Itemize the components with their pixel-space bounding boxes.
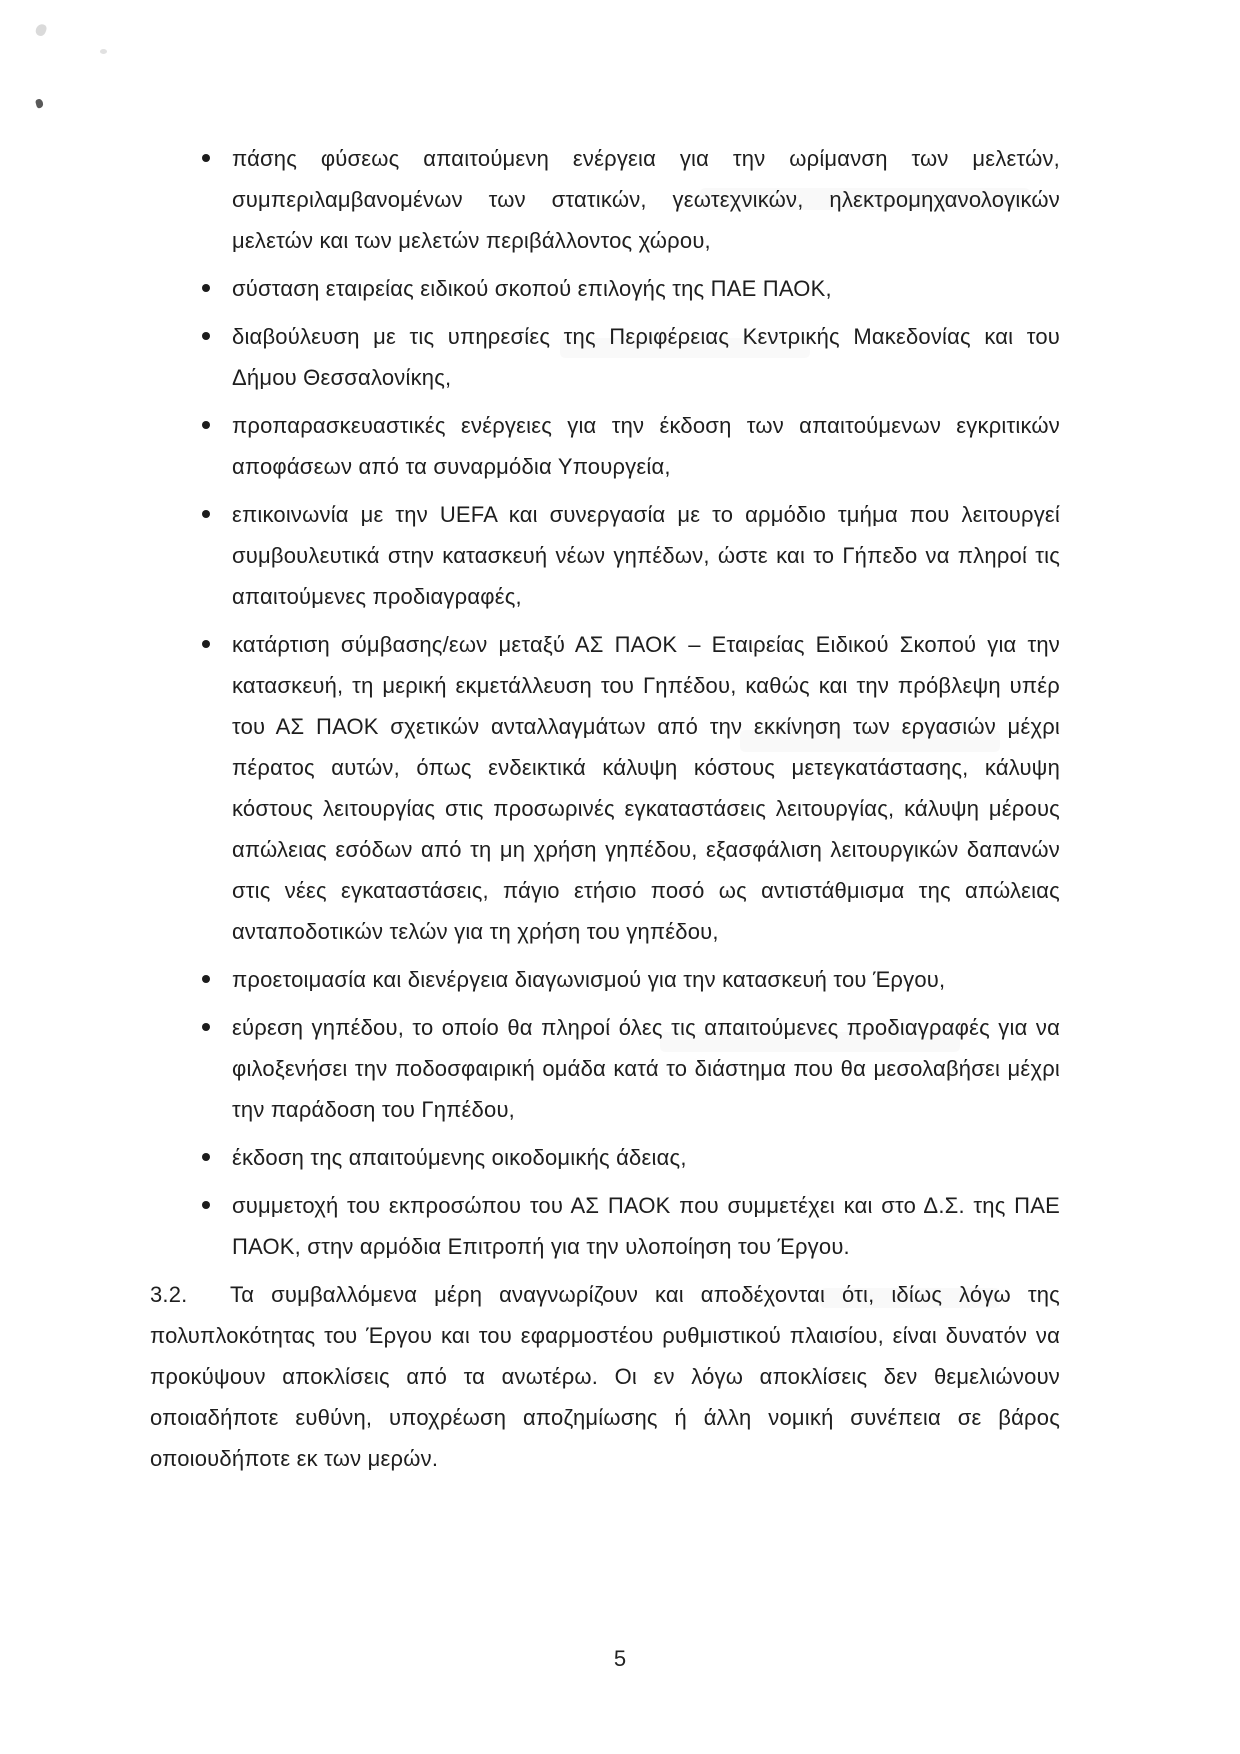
bullet-icon [202, 332, 210, 340]
bullet-text: προετοιμασία και διενέργεια διαγωνισμού για την κατασκευή του Έργου, [232, 967, 946, 992]
bullet-icon [202, 154, 210, 162]
bullet-item [150, 1007, 1060, 1130]
bullet-text: συμμετοχή του εκπροσώπου του ΑΣ ΠΑΟΚ που συμμετέχει και στο Δ.Σ. της ΠΑΕ ΠΑΟΚ, στην αρμόδια Επιτροπή για την υλοποίηση του Έργου. [232, 1193, 1060, 1259]
scan-artifact [34, 23, 48, 38]
bullet-icon [202, 640, 210, 648]
bullet-item [150, 959, 1060, 1000]
bullet-text: προπαρασκευαστικές ενέργειες για την έκδοση των απαιτούμενων εγκριτικών αποφάσεων από τα συναρμόδια Υπουργεία, [232, 413, 1060, 479]
bullet-item [150, 405, 1060, 487]
section-number: 3.2. [150, 1282, 188, 1307]
bullet-icon [202, 975, 210, 983]
bullet-item [150, 624, 1060, 952]
scan-artifact [100, 49, 107, 54]
bullet-text: πάσης φύσεως απαιτούμενη ενέργεια για την ωρίμανση των μελετών, συμπεριλαμβανομένων των στατικών, γεωτεχνικών, ηλεκτρομηχανολογικών μελετών και των μελετών περιβάλλοντος χώρου, [232, 146, 1060, 253]
page-number: 5 [613, 1646, 627, 1671]
bullet-text: σύσταση εταιρείας ειδικού σκοπού επιλογής της ΠΑΕ ΠΑΟΚ, [232, 276, 832, 301]
bullet-icon [202, 284, 210, 292]
bullet-icon [202, 421, 210, 429]
bullet-item [150, 1137, 1060, 1178]
bullet-text: κατάρτιση σύμβασης/εων μεταξύ ΑΣ ΠΑΟΚ – Εταιρείας Ειδικού Σκοπού για την κατασκευή, τη μερική εκμετάλλευση του Γηπέδου, καθώς και την πρόβλεψη υπέρ του ΑΣ ΠΑΟΚ σχετικών ανταλλαγμάτων από την εκκίνηση των εργασιών μέχρι πέρατος αυτών, όπως ενδεικτικά κάλυψη κόστους μετεγκατάστασης, κάλυψη κόστους λειτουργίας στις προσωρινές εγκαταστάσεις λειτουργίας, κάλυψη μέρους απώλειας εσόδων από τη μη χρήση γηπέδου, εξασφάλιση λειτουργικών δαπανών στις νέες εγκαταστάσεις, πάγιο ετήσιο ποσό ως αντιστάθμισμα της απώλειας ανταποδοτικών τελών για τη χρήση του γηπέδου, [232, 632, 1060, 944]
bullet-item [150, 316, 1060, 398]
bullet-text: διαβούλευση με τις υπηρεσίες της Περιφέρειας Κεντρικής Μακεδονίας και του Δήμου Θεσσαλονίκης, [232, 324, 1060, 390]
bullet-text: επικοινωνία με την UEFA και συνεργασία με το αρμόδιο τμήμα που λειτουργεί συμβουλευτικά στην κατασκευή νέων γηπέδων, ώστε και το Γήπεδο να πληροί τις απαιτούμενες προδιαγραφές, [232, 502, 1060, 609]
bullet-item [150, 268, 1060, 309]
bullet-text: εύρεση γηπέδου, το οποίο θα πληροί όλες τις απαιτούμενες προδιαγραφές για να φιλοξενήσει την ποδοσφαιρική ομάδα κατά το διάστημα που θα μεσολαβήσει μέχρι την παράδοση του Γηπέδου, [232, 1015, 1060, 1122]
section-text: Τα συμβαλλόμενα μέρη αναγνωρίζουν και αποδέχονται ότι, ιδίως λόγω της πολυπλοκότητας του Έργου και του εφαρμοστέου ρυθμιστικού πλαισίου, είναι δυνατόν να προκύψουν αποκλίσεις από τα ανωτέρω. Οι εν λόγω αποκλίσεις δεν θεμελιώνουν οποιαδήποτε ευθύνη, υποχρέωση αποζημίωσης ή άλλη νομική συνέπεια σε βάρος οποιουδήποτε εκ των μερών. [150, 1282, 1060, 1471]
bullet-text: έκδοση της απαιτούμενης οικοδομικής άδειας, [232, 1145, 687, 1170]
bullet-item [150, 494, 1060, 617]
bullet-icon [202, 1023, 210, 1031]
document-body [150, 138, 1060, 1479]
bullet-item [150, 138, 1060, 261]
bullet-item [150, 1185, 1060, 1267]
bullet-icon [202, 1153, 210, 1161]
scan-artifact [35, 98, 44, 109]
section-3-2-paragraph [150, 1274, 1060, 1479]
bullet-list [150, 138, 1060, 1267]
bullet-icon [202, 1201, 210, 1209]
bullet-icon [202, 510, 210, 518]
